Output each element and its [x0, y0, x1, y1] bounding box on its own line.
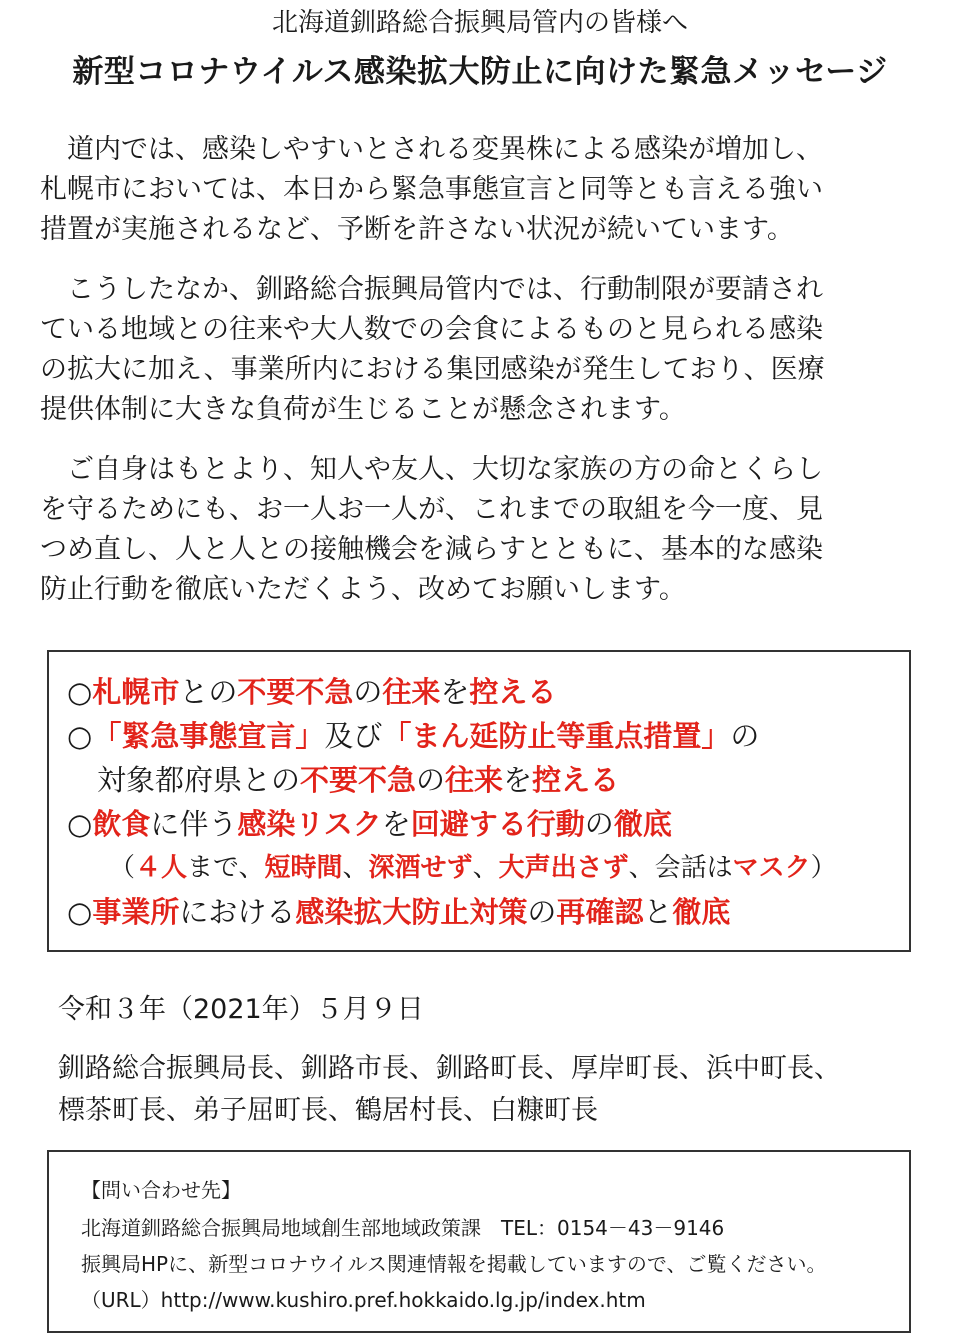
paragraph-line: 措置が実施されるなど、予断を許さない状況が続いています。	[40, 214, 794, 245]
plain-text: を	[381, 807, 411, 841]
emphasis-text: 「緊急事態宣言」	[92, 719, 325, 753]
plain-text: を	[503, 763, 533, 797]
emphasis-text: 事業所	[92, 895, 180, 929]
emphasis-text: 徹底	[613, 807, 672, 841]
paragraph-line: 札幌市においては、本日から緊急事態宣言と同等とも言える強い	[40, 174, 823, 205]
paragraph-line: つめ直し、人と人との接触機会を減らすとともに、基本的な感染	[40, 534, 823, 565]
emphasis-text: 往来	[382, 675, 441, 709]
emphasis-text: 控える	[469, 675, 557, 709]
plain-text: の	[730, 719, 760, 753]
paragraph-line: 提供体制に大きな負荷が生じることが懸念されます。	[40, 394, 686, 425]
request-item-3-detail	[109, 848, 837, 888]
emphasis-text: 徹底	[672, 895, 731, 929]
emphasis-text: 飲食	[92, 807, 151, 841]
paragraph-3	[40, 450, 925, 610]
paragraph-line: の拡大に加え、事業所内における集団感染が発生しており、医療	[40, 354, 825, 385]
plain-text: の	[353, 675, 383, 709]
emphasis-text: 再確認	[556, 895, 644, 929]
plain-text: まで、	[187, 853, 265, 883]
plain-text: 、	[342, 853, 369, 883]
paragraph-2	[40, 270, 925, 430]
signatory-line: 釧路総合振興局長、釧路市長、釧路町長、厚岸町長、浜中町長、	[58, 1053, 841, 1084]
request-item-4	[67, 892, 730, 932]
plain-text: との	[179, 675, 238, 709]
emphasis-text: 不要不急	[300, 763, 417, 797]
page-subtitle: 北海道釧路総合振興局管内の皆様へ	[271, 8, 688, 38]
emphasis-text: 深酒せず	[368, 853, 473, 883]
signatory-line: 標茶町長、弟子屈町長、鶴居村長、白糠町長	[58, 1095, 598, 1126]
paragraph-line: を守るためにも、お一人お一人が、これまでの取組を今一度、見	[40, 494, 823, 525]
bullet-circle: ○	[67, 807, 93, 841]
paragraph-line: ご自身はもとより、知人や友人、大切な家族の方の命とくらし	[40, 454, 823, 485]
plain-text: 、会話は	[628, 853, 733, 883]
plain-text: における	[179, 895, 296, 929]
emphasis-text: 短時間	[264, 853, 343, 883]
contact-box	[47, 1150, 911, 1333]
plain-text: （	[109, 853, 136, 883]
emphasis-text: 札幌市	[92, 675, 180, 709]
paragraph-line: こうしたなか、釧路総合振興局管内では、行動制限が要請され	[40, 274, 823, 305]
contact-url: （URL）http://www.kushiro.pref.hokkaido.lg.jp/index.htm	[81, 1288, 646, 1312]
emphasis-text: 「まん延防止等重点措置」	[382, 719, 731, 753]
bullet-circle: ○	[67, 675, 93, 709]
emphasis-text: 回避する行動	[410, 807, 585, 841]
plain-text: の	[527, 895, 557, 929]
page-title: 新型コロナウイルス感染拡大防止に向けた緊急メッセージ	[72, 54, 888, 90]
emphasis-text: 感染拡大防止対策	[295, 895, 528, 929]
plain-text: 、	[472, 853, 499, 883]
contact-note: 振興局HPに、新型コロナウイルス関連情報を掲載していますので、ご覧ください。	[81, 1252, 827, 1276]
paragraph-line: ている地域との往来や大人数での会食によるものと見られる感染	[40, 314, 823, 345]
emphasis-text: 感染リスク	[237, 807, 382, 841]
emphasis-text: 控える	[532, 763, 620, 797]
paragraph-line: 道内では、感染しやすいとされる変異株による感染が増加し、	[40, 134, 823, 165]
request-item-2	[67, 716, 759, 756]
emphasis-text: 往来	[445, 763, 504, 797]
plain-text: に伴う	[150, 807, 238, 841]
paragraph-line: 防止行動を徹底いただくよう、改めてお願いします。	[40, 574, 686, 605]
request-item-2-continued	[97, 760, 619, 800]
bullet-circle: ○	[67, 895, 93, 929]
contact-department: 北海道釧路総合振興局地域創生部地域政策課 TEL：0154－43－9146	[81, 1216, 725, 1240]
plain-text: ）	[810, 853, 837, 883]
request-item-1	[67, 672, 556, 712]
plain-text: の	[416, 763, 446, 797]
bullet-circle: ○	[67, 719, 93, 753]
paragraph-1	[40, 130, 925, 250]
plain-text: 及び	[324, 719, 383, 753]
plain-text: を	[440, 675, 470, 709]
emphasis-text: 大声出さず	[498, 853, 629, 883]
plain-text: の	[584, 807, 614, 841]
plain-text: と	[643, 895, 673, 929]
request-box	[47, 650, 911, 952]
plain-text: 対象都府県との	[97, 763, 301, 797]
contact-heading: 【問い合わせ先】	[81, 1178, 241, 1202]
issue-date: 令和３年（2021年）５月９日	[58, 994, 424, 1025]
emphasis-text: 不要不急	[237, 675, 354, 709]
signatories	[58, 1048, 841, 1132]
emphasis-text: マスク	[732, 853, 811, 883]
emphasis-text: ４人	[135, 853, 188, 883]
request-item-3	[67, 804, 672, 844]
